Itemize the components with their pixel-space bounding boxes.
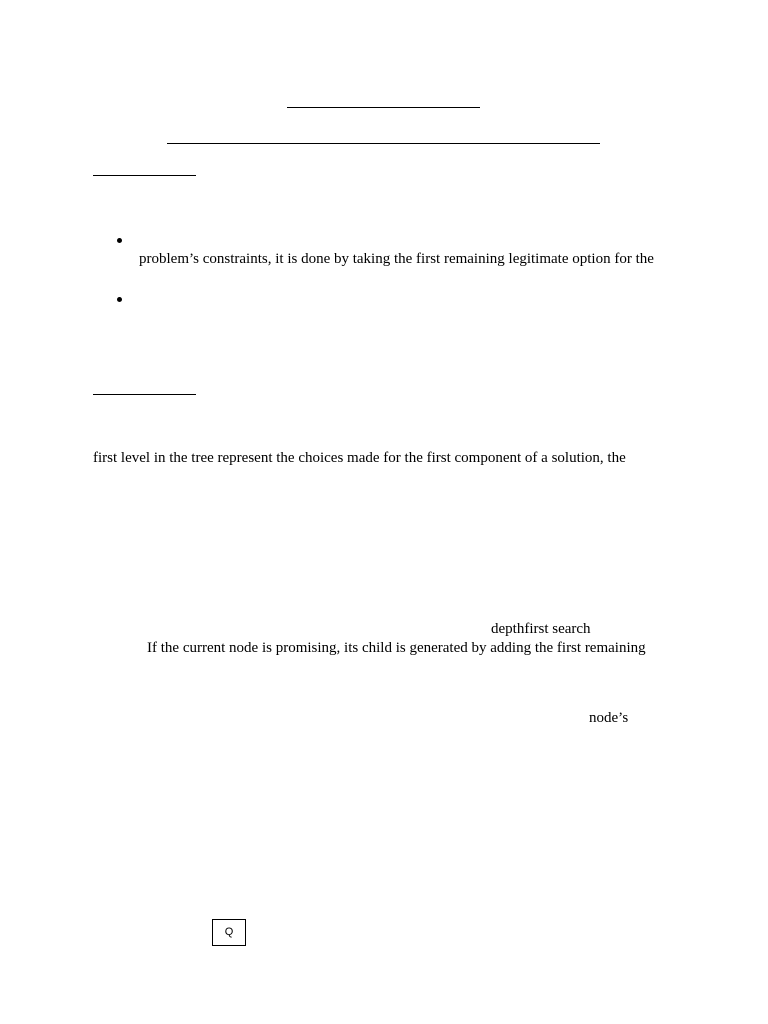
dfs-phrase: depthfirst search: [491, 621, 591, 637]
section-heading-underline-2: [93, 394, 196, 395]
section-heading-underline-1: [93, 175, 196, 176]
nodes-word: node’s: [589, 710, 629, 726]
bullet-1-line-2: problem’s constraints, it is done by taking the first remaining legitimate option for the: [139, 251, 654, 267]
q-box-label: Q: [212, 919, 246, 946]
paragraph-line: first level in the tree represent the choices made for the first component of a solution, the: [93, 450, 626, 466]
subtitle-underline: [167, 143, 600, 144]
bullet-1: [117, 238, 122, 243]
bullet-2: [117, 297, 122, 302]
title-underline: [287, 107, 480, 108]
promising-node-line: If the current node is promising, its child is generated by adding the first remaining: [147, 640, 646, 656]
